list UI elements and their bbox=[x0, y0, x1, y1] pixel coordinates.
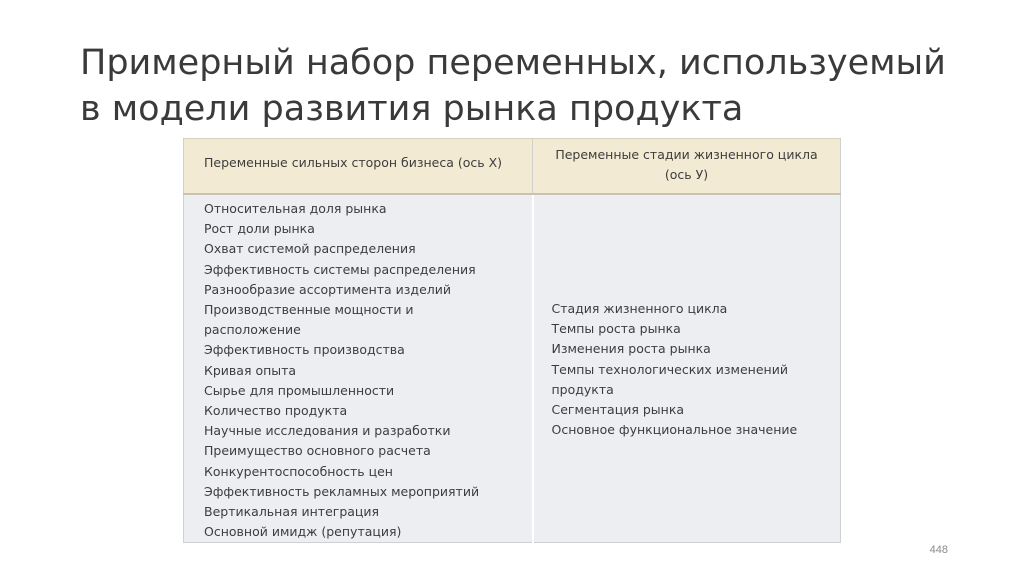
lifecycle-cell bbox=[533, 194, 841, 543]
variables-table bbox=[183, 138, 841, 543]
list-item: Разнообразие ассортимента изделий bbox=[204, 281, 451, 297]
strengths-cell bbox=[184, 194, 533, 543]
list-item: Преимущество основного расчета bbox=[204, 443, 431, 459]
list-item: Темпы роста рынка bbox=[551, 321, 681, 337]
list-item: Относительная доля рынка bbox=[204, 201, 387, 216]
list-item: Конкурентоспособность цен bbox=[204, 463, 393, 479]
header-strengths-label: Переменные сильных сторон бизнеса (ось Х) bbox=[204, 155, 503, 170]
list-item: продукта bbox=[551, 381, 614, 397]
list-item: Эффективность производства bbox=[204, 342, 405, 358]
header-lifecycle-column bbox=[533, 139, 841, 195]
list-item: Сегментация рынка bbox=[551, 402, 685, 418]
list-item: Научные исследования и разработки bbox=[204, 423, 451, 439]
list-item: Изменения роста рынка bbox=[551, 341, 711, 357]
slide-title-line-1: Примерный набор переменных, используемый bbox=[80, 43, 946, 83]
list-item: Количество продукта bbox=[204, 403, 348, 419]
list-item: Стадия жизненного цикла bbox=[551, 301, 728, 316]
page-number: 448 bbox=[929, 544, 948, 556]
slide-title-line-2: в модели развития рынка продукта bbox=[80, 89, 744, 129]
slide-title bbox=[80, 40, 980, 132]
list-item: Производственные мощности и bbox=[204, 302, 414, 318]
header-lifecycle-line-2: (ось У) bbox=[664, 167, 709, 182]
strengths-list bbox=[184, 195, 532, 542]
lifecycle-list bbox=[534, 195, 841, 440]
list-item: Кривая опыта bbox=[204, 362, 297, 378]
list-item: Основной имидж (репутация) bbox=[204, 524, 402, 540]
header-lifecycle-label bbox=[533, 139, 840, 185]
list-item: Эффективность рекламных мероприятий bbox=[204, 483, 480, 499]
table-body-row bbox=[184, 194, 841, 543]
list-item: расположение bbox=[204, 322, 301, 338]
list-item: Основное функциональное значение bbox=[551, 422, 798, 438]
list-item: Эффективность системы распределения bbox=[204, 261, 476, 277]
list-item: Темпы технологических изменений bbox=[551, 361, 788, 377]
list-item: Рост доли рынка bbox=[204, 221, 315, 237]
list-item: Охват системой распределения bbox=[204, 241, 416, 257]
header-lifecycle-line-1: Переменные стадии жизненного цикла bbox=[555, 147, 818, 162]
list-item: Сырье для промышленности bbox=[204, 382, 395, 398]
table-header-row bbox=[184, 139, 841, 195]
header-strengths-column bbox=[184, 139, 533, 195]
list-item: Вертикальная интеграция bbox=[204, 504, 380, 520]
